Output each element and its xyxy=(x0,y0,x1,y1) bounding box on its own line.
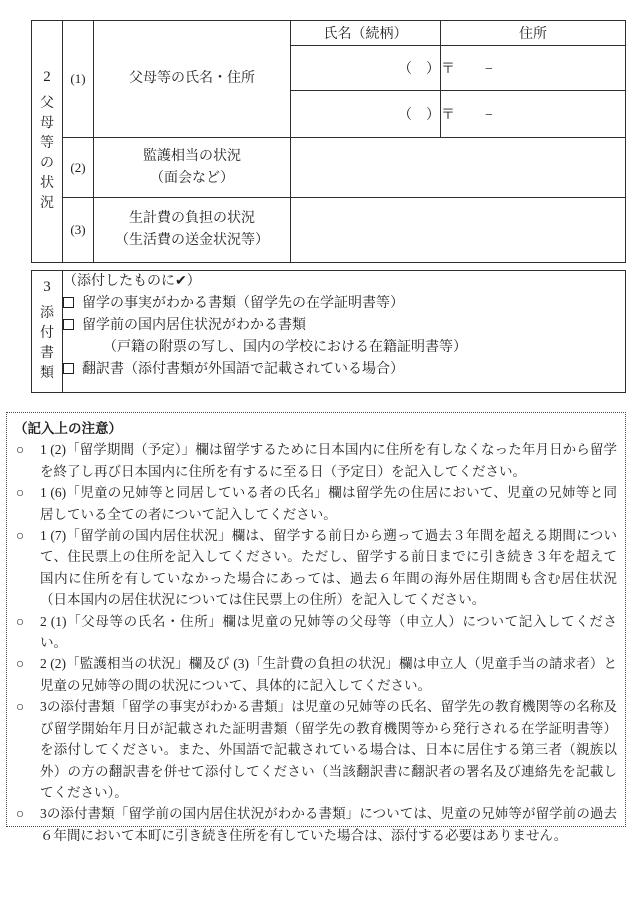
attachments-table xyxy=(31,270,626,393)
note-item xyxy=(14,803,617,846)
note-item xyxy=(14,482,617,525)
note-item xyxy=(14,653,617,696)
circle-marker: ○ xyxy=(16,806,25,822)
circle-marker: ○ xyxy=(16,485,25,501)
row-3-number: (3) xyxy=(63,198,94,263)
checkbox-residence-proof[interactable] xyxy=(63,319,74,330)
note-item xyxy=(14,611,617,654)
postal-dash: − xyxy=(485,62,493,77)
row-1-number: (1) xyxy=(63,21,94,138)
circle-marker: ○ xyxy=(16,528,25,544)
row-3-label-line2: （生活費の送金状況等） xyxy=(115,233,269,248)
row-2-label-line1: 監護相当の状況 xyxy=(143,148,241,164)
address-column-header: 住所 xyxy=(441,21,626,46)
notes-title: （記入上の注意） xyxy=(14,421,122,436)
section-3-number: 3 xyxy=(43,279,51,296)
postal-mark: 〒 xyxy=(441,62,455,77)
section-2-label: 父母等の状況 xyxy=(40,96,54,211)
section-2-cell xyxy=(32,21,63,263)
note-text: 1 (7)「留学前の国内居住状況」欄は、留学する前日から遡って過去３年間を超える期間について、住民票上の住所を記入してください。ただし、留学する前日までに引き続き３年を超えて国内に住所を有していなかった場合にあっては、過去６年間の海外居住期間も含む居住状況（日本国内の居住状況については住民票上の住所）を記入してください。 xyxy=(40,528,617,608)
checkbox-translation[interactable] xyxy=(63,363,74,374)
note-item xyxy=(14,439,617,482)
attachment-item xyxy=(63,293,625,315)
attachment-item-sub: （戸籍の附票の写し、国内の学校における在籍証明書等） xyxy=(103,340,467,355)
attachment-item xyxy=(63,315,625,337)
parents-status-table xyxy=(31,20,626,263)
notes-box xyxy=(6,412,626,843)
attachment-item xyxy=(63,359,625,381)
section-3-cell xyxy=(32,271,63,393)
attachments-content xyxy=(63,271,626,393)
row-3-label xyxy=(94,198,291,263)
circle-marker: ○ xyxy=(16,442,25,458)
parent-2-address-field[interactable] xyxy=(441,91,626,138)
parent-2-name-field[interactable]: （ ） xyxy=(291,91,441,138)
section-2-number: 2 xyxy=(43,69,51,86)
row-1-label: 父母等の氏名・住所 xyxy=(94,21,291,138)
custody-status-field[interactable] xyxy=(291,138,626,198)
attachment-item-label: 翻訳書（添付書類が外国語で記載されている場合） xyxy=(82,362,404,377)
row-2-label xyxy=(94,138,291,198)
attachment-item-label: 留学前の国内居住状況がわかる書類 xyxy=(82,318,306,333)
note-text: 2 (2)「監護相当の状況」欄及び (3)「生計費の負担の状況」欄は申立人（児童手当の請求者）と児童の兄姉等の間の状況について、具体的に記入してください。 xyxy=(40,656,617,693)
parent-1-address-field[interactable] xyxy=(441,46,626,91)
note-item xyxy=(14,696,617,803)
circle-marker: ○ xyxy=(16,656,25,672)
postal-dash: − xyxy=(485,108,493,123)
living-cost-field[interactable] xyxy=(291,198,626,263)
attachment-item-label: 留学の事実がわかる書類（留学先の在学証明書等） xyxy=(82,296,404,311)
row-2-number: (2) xyxy=(63,138,94,198)
note-text: 1 (6)「児童の兄姉等と同居している者の氏名」欄は留学先の住居において、児童の兄姉等と同居している全ての者について記入してください。 xyxy=(40,485,617,522)
checkbox-study-proof[interactable] xyxy=(63,297,74,308)
postal-mark: 〒 xyxy=(441,108,455,123)
circle-marker: ○ xyxy=(16,699,25,715)
parent-1-name-field[interactable]: （ ） xyxy=(291,46,441,91)
note-text: 3の添付書類「留学の事実がわかる書類」は児童の兄姉等の氏名、留学先の教育機関等の名称及び留学開始年月日が記載された証明書類（留学先の教育機関等から発行される在学証明書等）を添付してください。また、外国語で記載されている場合は、日本に居住する第三者（親族以外）の方の翻訳書を併せて添付してください（当該翻訳書に翻訳者の署名及び連絡先を記載してください）。 xyxy=(40,699,617,800)
circle-marker: ○ xyxy=(16,613,25,629)
note-item xyxy=(14,525,617,611)
note-text: 3の添付書類「留学前の国内居住状況がわかる書類」については、児童の兄姉等が留学前の過去６年間において本町に引き続き住所を有していた場合は、添付する必要はありません。 xyxy=(40,806,617,843)
attachments-intro: （添付したものに✔） xyxy=(63,274,201,289)
row-3-label-line1: 生計費の負担の状況 xyxy=(129,211,255,227)
note-text: 2 (1)「父母等の氏名・住所」欄は児童の兄姉等の父母等（申立人）について記入してください。 xyxy=(40,613,617,651)
row-2-label-line2: （面会など） xyxy=(150,170,234,186)
note-text: 1 (2)「留学期間（予定）」欄は留学するために日本国内に住所を有しなくなった年月日から留学を終了し再び日本国内に住所を有するに至る日（予定日）を記入してください。 xyxy=(40,442,617,479)
name-column-header: 氏名（続柄） xyxy=(291,21,441,46)
section-3-label: 添付書類 xyxy=(40,306,54,381)
